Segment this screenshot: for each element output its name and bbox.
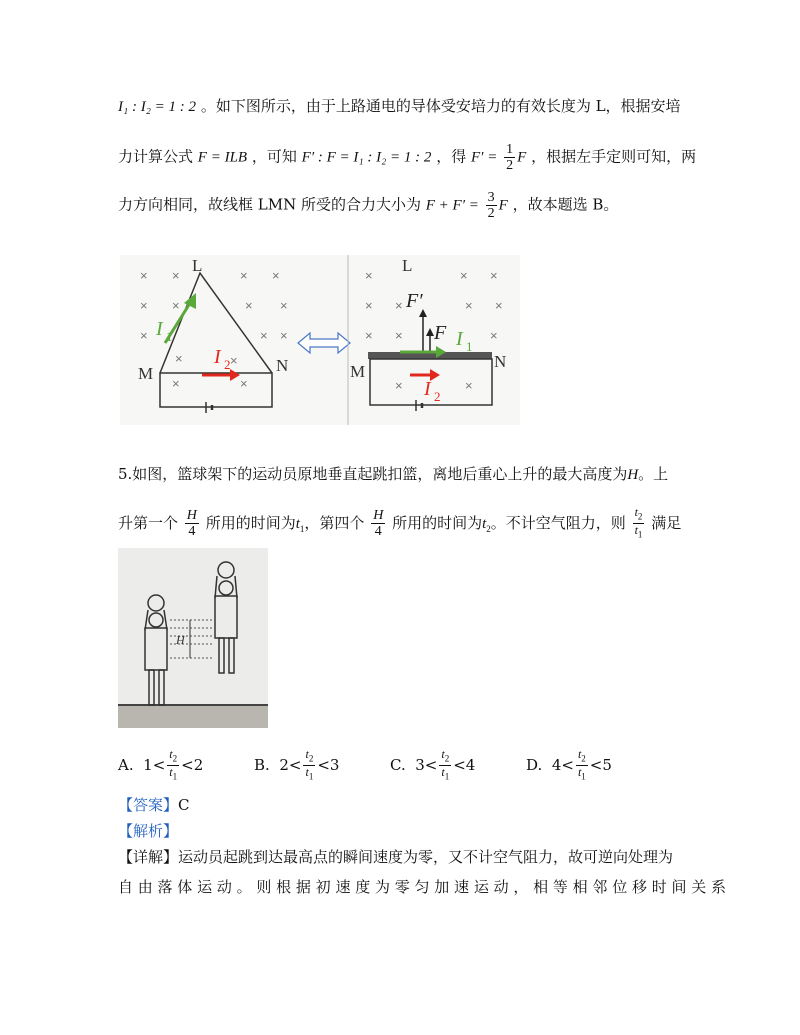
label-L: L xyxy=(192,256,203,275)
text: 。不计空气阻力，则 xyxy=(490,513,626,532)
current-ratio: I₁ : I₂ = 1 : 2 xyxy=(118,99,197,115)
option-low: 3< xyxy=(415,755,438,774)
analysis-line xyxy=(118,820,178,842)
fraction-t2t1 xyxy=(303,748,315,784)
label-M: M xyxy=(350,362,366,381)
ampere-formula: F = ILB xyxy=(197,149,248,166)
var-t: t xyxy=(295,515,300,532)
fraction-t2t1 xyxy=(633,506,645,542)
result-var: F xyxy=(517,149,527,166)
field-cross: × xyxy=(490,268,498,283)
label-Fprime: F′ xyxy=(406,290,423,312)
answer-line xyxy=(118,794,190,816)
sub: 2 xyxy=(637,511,643,522)
option-label: B. xyxy=(254,755,270,774)
result-lhs: F′ = xyxy=(471,149,498,166)
frac-num: H xyxy=(186,508,197,524)
var-t: t xyxy=(482,515,487,532)
field-cross: × xyxy=(280,298,288,313)
label-L: L xyxy=(402,256,413,275)
label-I1: I xyxy=(156,318,163,340)
field-cross: × xyxy=(140,268,148,283)
text: 5.如图，篮球架下的运动员原地垂直起跳扣篮，离地后重心上升的最大高度为 xyxy=(118,465,628,483)
jump-illustration xyxy=(118,548,268,728)
label-I2-sub: 2 xyxy=(224,357,231,372)
frac-num: H xyxy=(373,508,384,524)
field-cross: × xyxy=(240,376,248,391)
fraction-t2t1 xyxy=(576,748,588,784)
field-cross: × xyxy=(280,328,288,343)
sub: 2 xyxy=(308,753,314,764)
var-H: H xyxy=(627,467,639,483)
label-I1-sub: 1 xyxy=(166,329,173,344)
text: ，故本题选 B。 xyxy=(512,195,619,214)
fraction-H4 xyxy=(185,508,199,539)
sum-lhs: F + F′ = xyxy=(425,197,479,214)
frac-den: 2 xyxy=(487,206,495,221)
photo-label-H: H xyxy=(176,633,185,647)
frac-num: 1 xyxy=(506,142,514,157)
text: 所用的时间为 xyxy=(205,513,296,532)
option-high: <4 xyxy=(453,755,476,774)
answer-value: C xyxy=(178,796,190,814)
text: 力方向相同，故线框 LMN 所受的合力大小为 xyxy=(118,195,421,214)
field-cross: × xyxy=(460,268,468,283)
label-I2-sub: 2 xyxy=(434,389,441,404)
force-ratio: F′ : F = I₁ : I₂ = 1 : 2 xyxy=(301,149,432,166)
option-low: 4< xyxy=(551,755,574,774)
var-t: t xyxy=(441,765,445,780)
option-high: <5 xyxy=(589,755,612,774)
label-I1-sub: 1 xyxy=(466,339,473,354)
fraction-half xyxy=(504,142,515,173)
circuit-figure xyxy=(120,255,520,425)
jump-photo xyxy=(118,548,268,728)
field-cross: × xyxy=(140,328,148,343)
option-a[interactable] xyxy=(118,748,203,784)
detail-tag: 【详解】 xyxy=(118,848,179,866)
label-F: F xyxy=(434,322,447,344)
option-high: <2 xyxy=(181,755,204,774)
field-cross: × xyxy=(172,298,180,313)
para1-line2 xyxy=(118,142,696,173)
sub: 1 xyxy=(299,523,305,534)
field-cross: × xyxy=(495,298,503,313)
var-t: t xyxy=(169,765,173,780)
sub: 2 xyxy=(172,753,178,764)
q5-line2 xyxy=(118,506,681,542)
label-I1: I xyxy=(456,328,463,350)
field-cross: × xyxy=(365,268,373,283)
option-d[interactable] xyxy=(526,748,612,784)
answer-tag: 【答案】 xyxy=(118,796,179,814)
field-cross: × xyxy=(272,268,280,283)
field-cross: × xyxy=(230,353,238,368)
var-t: t xyxy=(169,747,173,761)
option-low: 1< xyxy=(143,755,166,774)
field-cross: × xyxy=(140,298,148,313)
var-t: t xyxy=(305,747,309,761)
var-t: t xyxy=(577,747,582,761)
sub: 1 xyxy=(308,771,314,782)
field-cross: × xyxy=(260,328,268,343)
sub: 2 xyxy=(581,753,586,764)
label-I2: I xyxy=(214,346,221,368)
label-N: N xyxy=(494,352,507,371)
text: ，根据左手定则可知，两 xyxy=(531,147,697,166)
detail-text: 自 由 落 体 运 动 。 则 根 据 初 速 度 为 零 匀 加 速 运 动 ， 相 等 相 邻 位 移 时 间 关 系 xyxy=(118,878,727,896)
text: 升第一个 xyxy=(118,513,179,532)
frac-den: 4 xyxy=(374,524,382,540)
text: ，可知 xyxy=(251,147,297,166)
option-label: C. xyxy=(390,755,406,774)
option-b[interactable] xyxy=(254,748,339,784)
field-cross: × xyxy=(465,378,473,393)
field-cross: × xyxy=(395,378,403,393)
para1-line1-text: 。如下图所示，由于上路通电的导体受安培力的有效长度为 L，根据安培 xyxy=(200,97,681,115)
sub: 1 xyxy=(581,771,586,782)
var-t: t xyxy=(305,765,309,780)
field-cross: × xyxy=(240,268,248,283)
sub: 1 xyxy=(637,529,643,540)
field-cross: × xyxy=(395,298,403,313)
option-label: D. xyxy=(526,755,543,774)
text: ，第四个 xyxy=(304,513,365,532)
text: 满足 xyxy=(651,513,682,532)
field-cross: × xyxy=(395,328,403,343)
fraction-t2t1 xyxy=(439,748,451,784)
option-high: <3 xyxy=(317,755,340,774)
field-cross: × xyxy=(490,328,498,343)
q5-line1 xyxy=(118,463,668,486)
detail-line2 xyxy=(118,876,726,898)
detail-line1 xyxy=(118,846,673,868)
analysis-tag: 【解析】 xyxy=(118,822,179,840)
frac-den: 2 xyxy=(506,158,514,173)
text: 。上 xyxy=(638,465,669,483)
field-cross: × xyxy=(172,376,180,391)
var-t: t xyxy=(441,747,445,761)
var-t: t xyxy=(634,523,638,538)
field-cross: × xyxy=(245,298,253,313)
field-cross: × xyxy=(365,328,373,343)
field-cross: × xyxy=(365,298,373,313)
text: ，得 xyxy=(436,147,467,166)
var-t: t xyxy=(634,505,638,519)
sum-var: F xyxy=(498,197,508,214)
para1-line1 xyxy=(118,95,681,118)
para1-line3 xyxy=(118,190,618,221)
option-c[interactable] xyxy=(390,748,475,784)
label-M: M xyxy=(138,364,154,383)
field-cross: × xyxy=(175,351,183,366)
label-I2: I xyxy=(424,378,431,400)
sub: 2 xyxy=(444,753,450,764)
field-cross: × xyxy=(172,268,180,283)
label-N: N xyxy=(276,356,289,375)
sub: 2 xyxy=(486,523,491,534)
fraction-t2t1 xyxy=(167,748,179,784)
field-cross: × xyxy=(465,298,473,313)
fraction-three-half xyxy=(486,190,497,221)
text: 所用的时间为 xyxy=(392,513,483,532)
frac-den: 4 xyxy=(188,524,196,540)
option-label: A. xyxy=(118,755,134,774)
sub: 1 xyxy=(444,771,450,782)
text: 力计算公式 xyxy=(118,147,194,166)
sub: 1 xyxy=(172,771,178,782)
fraction-H4 xyxy=(371,508,385,539)
detail-text: 运动员起跳到达最高点的瞬间速度为零，又不计空气阻力，故可逆向处理为 xyxy=(178,848,674,866)
option-low: 2< xyxy=(279,755,302,774)
frac-num: 3 xyxy=(487,190,495,205)
var-t: t xyxy=(577,765,582,780)
